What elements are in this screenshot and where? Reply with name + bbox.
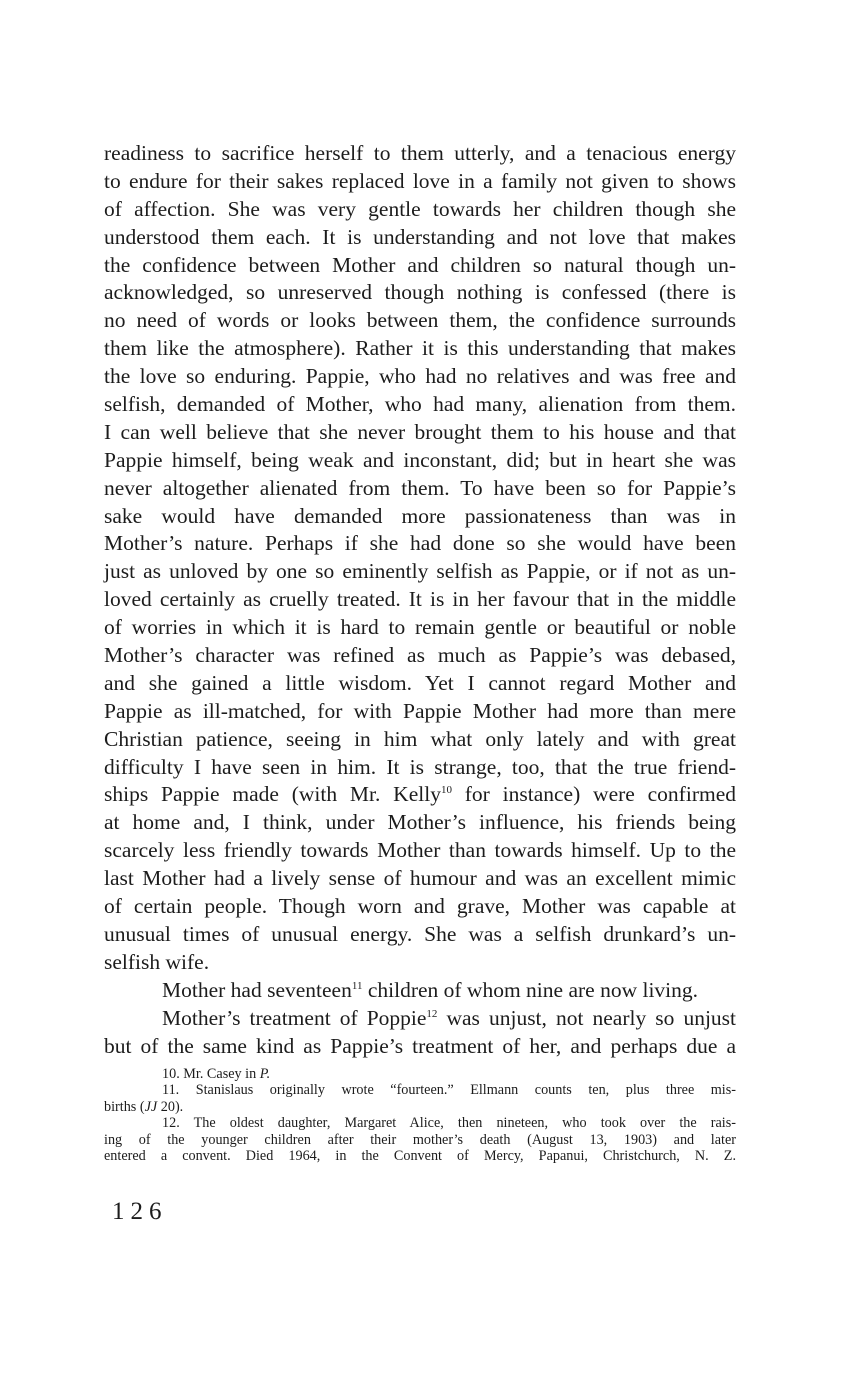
footnote-11: 11. Stanislaus originally wrote “fourteen.” Ellmann counts ten, plus three mis- xyxy=(162,1082,736,1099)
footnote-12-cont: entered a convent. Died 1964, in the Convent of Mercy, Papanui, Christchurch, N. Z. xyxy=(104,1147,736,1164)
text-line: no need of words or looks between them, the confidence surrounds xyxy=(104,308,736,333)
text-line: never altogether alienated from them. To have been so for Pappie’s xyxy=(104,475,736,500)
text-line: ships Pappie made (with Mr. Kelly$^{10}$ for instance) were confirmed xyxy=(104,782,736,807)
text-line: I can well believe that she never brought them to his house and that xyxy=(104,419,736,444)
text-line: of worries in which it is hard to remain gentle or beautiful or noble xyxy=(104,615,736,640)
footnote-ref-12[interactable]: 12 xyxy=(426,1007,438,1020)
body-text xyxy=(104,140,736,1060)
text-line: unusual times of unusual energy. She was a selfish drunkard’s un- xyxy=(104,921,736,946)
paragraph-3: Mother’s treatment of Poppie$^{12}$ was unjust, not nearly so unjust xyxy=(162,1005,737,1030)
text-line: difficulty I have seen in him. It is strange, too, that the true friend- xyxy=(104,754,736,779)
footnote-12: 12. The oldest daughter, Margaret Alice, then nineteen, who took over the rais- xyxy=(162,1115,736,1132)
text-line: just as unloved by one so eminently selfish as Pappie, or if not as un- xyxy=(104,559,736,584)
text-line: of affection. She was very gentle towards her children though she xyxy=(104,196,736,221)
paragraph-2: Mother had seventeen$^{11}$ children of whom nine are now living. xyxy=(162,977,699,1002)
text-line: selfish wife. xyxy=(104,949,210,974)
text-line: sake would have demanded more passionateness than was in xyxy=(104,503,736,528)
text-line: at home and, I think, under Mother’s influence, his friends being xyxy=(104,810,736,835)
text-line: selfish, demanded of Mother, who had many, alienation from them. xyxy=(104,392,736,417)
footnote-ref-10[interactable]: 10 xyxy=(440,784,452,797)
text-line: the love so enduring. Pappie, who had no relatives and was free and xyxy=(104,364,736,389)
footnote-10: 10. Mr. Casey in P. xyxy=(162,1066,271,1082)
text-line: last Mother had a lively sense of humour and was an excellent mimic xyxy=(104,866,736,891)
footnote-12-cont: ing of the younger children after their mother’s death (August 13, 1903) and later xyxy=(104,1131,736,1148)
text-line: Mother’s nature. Perhaps if she had done so she would have been xyxy=(104,531,736,556)
text-line: readiness to sacrifice herself to them utterly, and a tenacious energy xyxy=(104,141,736,165)
text-line: but of the same kind as Pappie’s treatment of her, and perhaps due a xyxy=(104,1033,736,1058)
text-line: them like the atmosphere). Rather it is this understanding that makes xyxy=(104,336,736,361)
text-line: Mother’s character was refined as much as Pappie’s was debased, xyxy=(104,643,736,668)
text-line: the confidence between Mother and children so natural though un- xyxy=(104,252,736,277)
text-line: loved certainly as cruelly treated. It is in her favour that in the middle xyxy=(104,587,736,612)
text-line: to endure for their sakes replaced love in a family not given to shows xyxy=(104,168,736,193)
paragraph-1 xyxy=(104,140,736,781)
page-number: 126 xyxy=(112,1198,168,1225)
text-line: Pappie as ill-matched, for with Pappie Mother had more than mere xyxy=(104,698,736,723)
text-line: Pappie himself, being weak and inconstant, did; but in heart she was xyxy=(104,447,736,472)
footnotes xyxy=(104,1066,736,1164)
text-line: and she gained a little wisdom. Yet I cannot regard Mother and xyxy=(104,670,736,695)
paragraph-1-continued xyxy=(104,809,736,976)
text-line: scarcely less friendly towards Mother than towards himself. Up to the xyxy=(104,838,736,863)
footnote-11-cont: births (JJ 20). xyxy=(104,1098,184,1115)
text-line: understood them each. It is understanding and not love that makes xyxy=(104,224,736,249)
footnote-ref-11[interactable]: 11 xyxy=(351,979,363,992)
text-line: Christian patience, seeing in him what only lately and with great xyxy=(104,726,736,751)
text-line: acknowledged, so unreserved though nothing is confessed (there is xyxy=(104,280,736,305)
text-line: of certain people. Though worn and grave, Mother was capable at xyxy=(104,894,736,919)
